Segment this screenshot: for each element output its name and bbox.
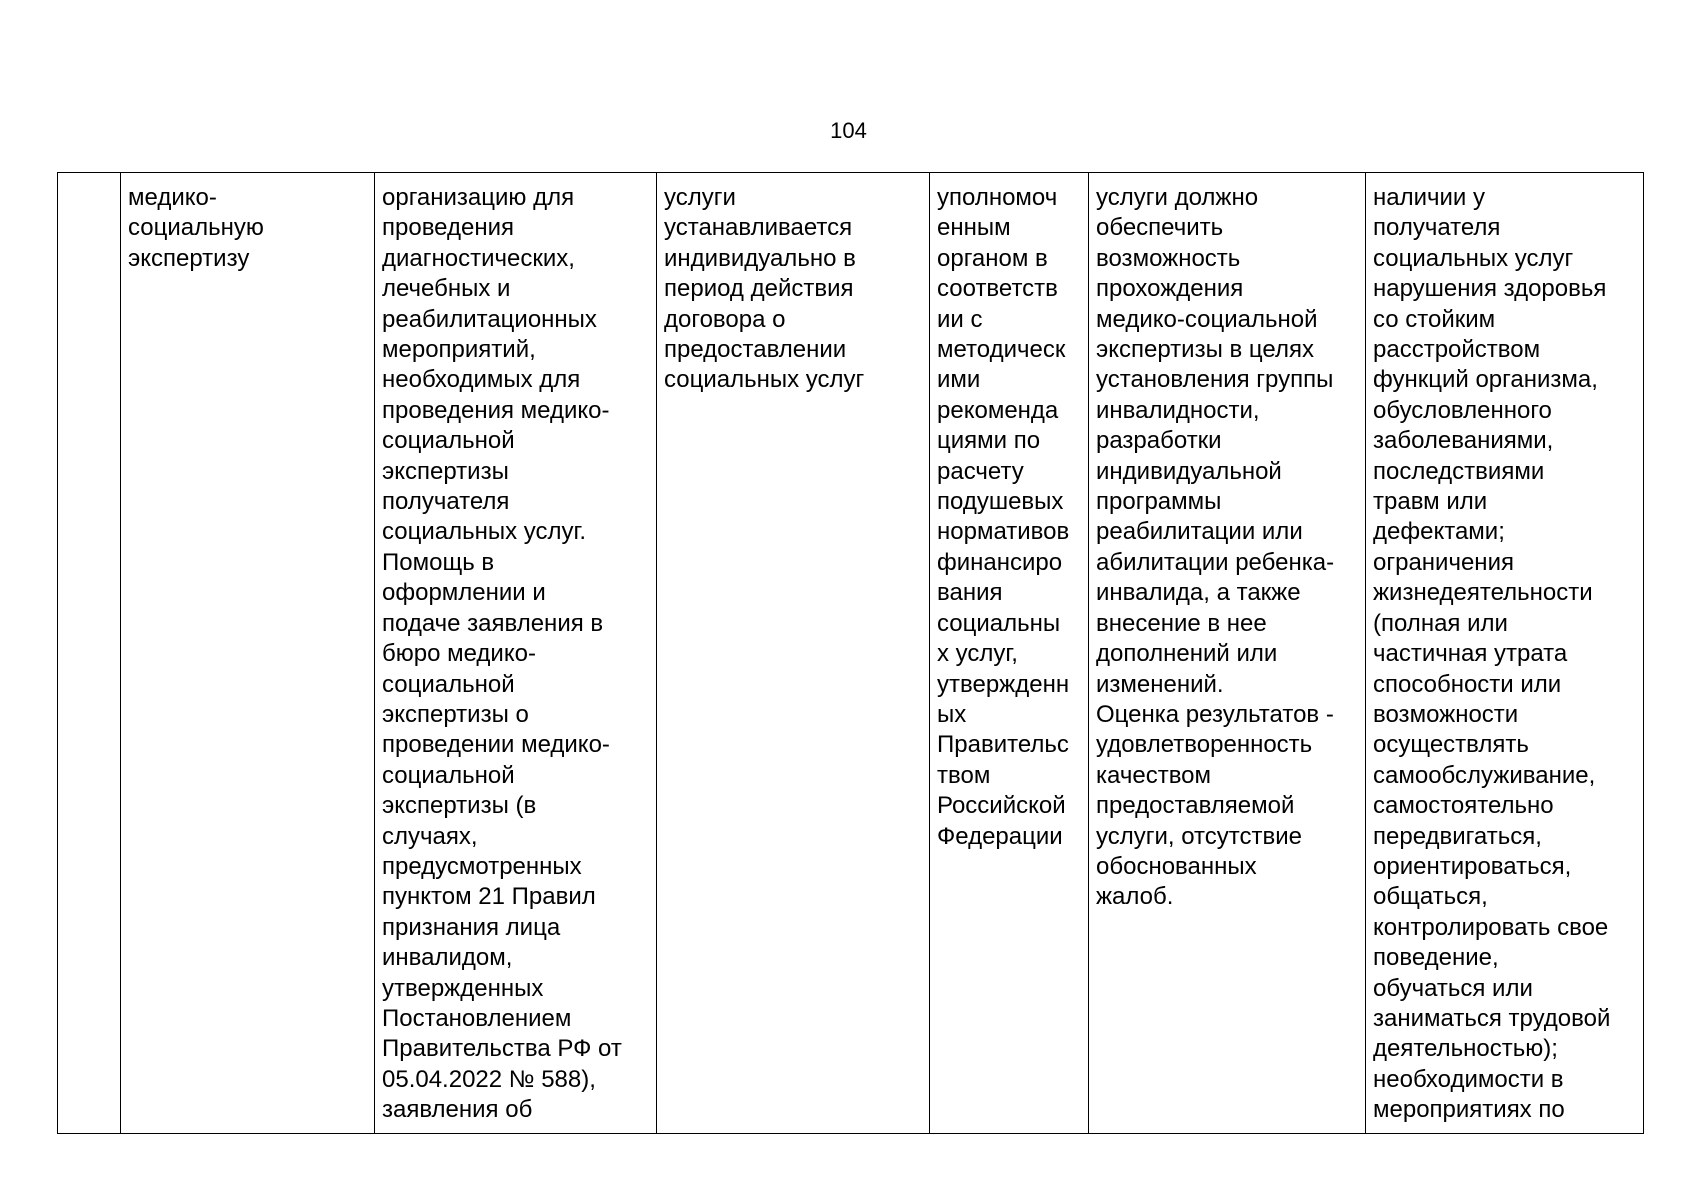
cell-quality-indicators: услуги должно обеспечить возможность прохождения медико-социальной экспертизы в целях установления группы инвалидности, разработки индивидуальной программы реабилитации или абилитации ребенка- инвалида, а также внесение в нее дополнений или изменений. Оценка результатов - удовлетворенность качеством предоставляемой услуги, отсутствие обоснованных жалоб. bbox=[1089, 173, 1366, 1134]
cell-provision-conditions: наличии у получателя социальных услуг нарушения здоровья со стойким расстройством функций организма, обусловленного заболеваниями, последствиями травм или дефектами; ограничения жизнедеятельности (полная или частичная утрата способности или возможности осуществлять самообслуживание, самостоятельно передвигаться, ориентироваться, общаться, контролировать свое поведение, обучаться или заниматься трудовой деятельностью); необходимости в мероприятиях по bbox=[1366, 173, 1644, 1134]
cell-number bbox=[58, 173, 121, 1134]
services-table bbox=[57, 172, 1644, 1134]
cell-service-term: услуги устанавливается индивидуально в период действия договора о предоставлении социальных услуг bbox=[657, 173, 930, 1134]
cell-service-description: организацию для проведения диагностических, лечебных и реабилитационных мероприятий, необходимых для проведения медико- социальной экспертизы получателя социальных услуг. Помощь в оформлении и подаче заявления в бюро медико- социальной экспертизы о проведении медико- социальной экспертизы (в случаях, предусмотренных пунктом 21 Правил признания лица инвалидом, утвержденных Постановлением Правительства РФ от 05.04.2022 № 588), заявления об bbox=[375, 173, 657, 1134]
table-row bbox=[58, 173, 1644, 1134]
cell-service-name: медико- социальную экспертизу bbox=[121, 173, 375, 1134]
cell-service-tariff: уполномоч енным органом в соответств ии с методическ ими рекоменда циями по расчету подушевых нормативов финансиро вания социальны х услуг, утвержденн ых Правительс твом Российской Федерации bbox=[930, 173, 1089, 1134]
page-number: 104 bbox=[830, 118, 867, 143]
